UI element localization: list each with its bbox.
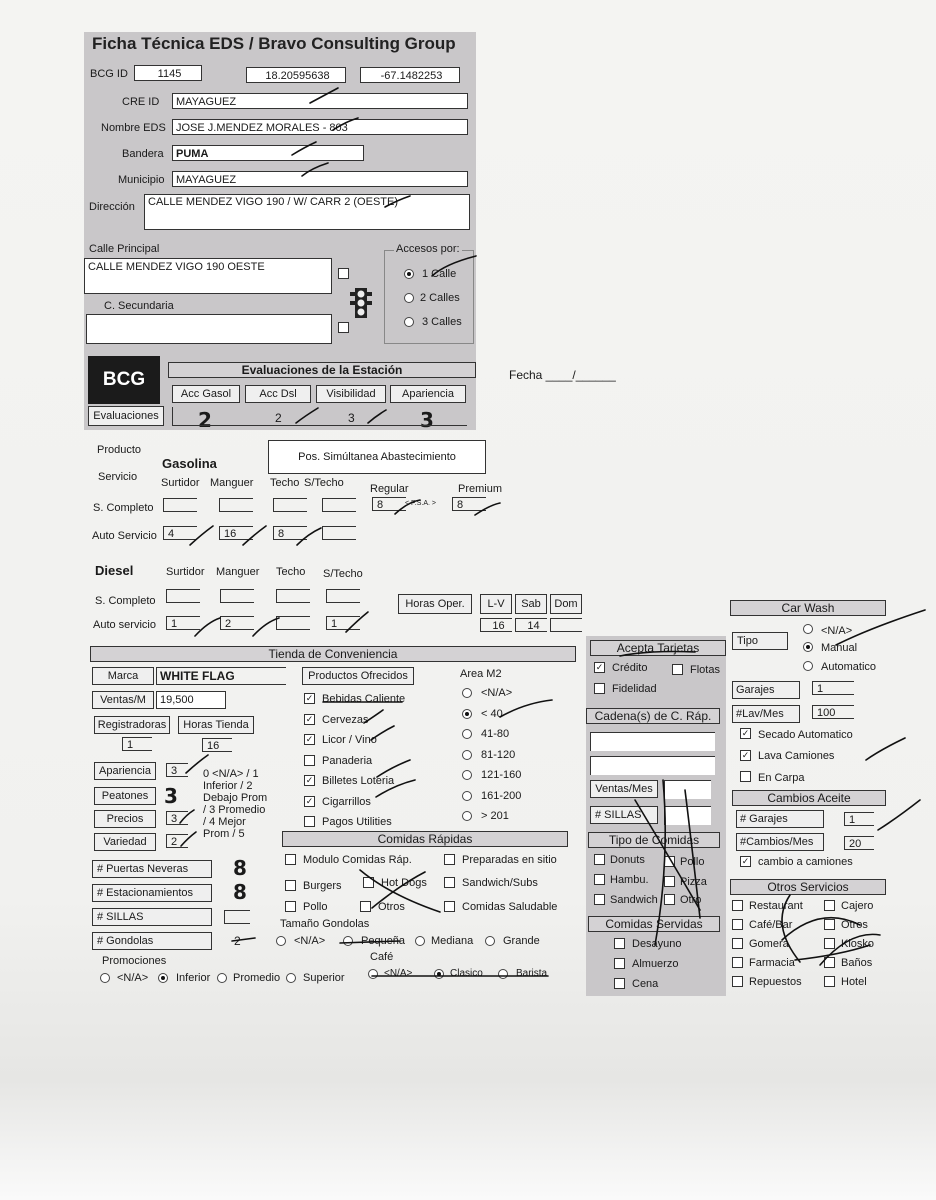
tipo-comida-checkbox[interactable] (594, 894, 605, 905)
accesos-radio-1[interactable] (404, 269, 414, 279)
area-option-label: < 40 (481, 707, 503, 720)
cadena-field-2[interactable] (590, 756, 715, 775)
estacionamientos-field[interactable]: 8 (233, 880, 247, 904)
precios-field[interactable]: 3 (166, 811, 188, 825)
accesos-option-2: 2 Calles (420, 292, 460, 304)
tipo-comidas-title: Tipo de Comidas (588, 832, 720, 848)
cadena-field-1[interactable] (590, 732, 715, 751)
tipo-comida-label: Otro (680, 894, 702, 906)
area-radio[interactable] (462, 709, 472, 719)
visibilidad-value[interactable]: 3 (348, 411, 355, 425)
acc-gasol-value[interactable]: 2 (198, 408, 212, 432)
sillas-field[interactable] (224, 910, 250, 924)
comida-label: Modulo Comidas Ráp. (303, 854, 412, 866)
area-radio[interactable] (462, 770, 472, 780)
peatones-field[interactable]: 3 (164, 784, 178, 808)
acc-dsl-value[interactable]: 2 (275, 411, 282, 425)
comida-checkbox[interactable] (363, 877, 374, 888)
gas-col-surtidor: Surtidor (161, 477, 200, 489)
acc-gasol-header: Acc Gasol (172, 385, 240, 403)
pos-simultanea-box: Pos. Simúltanea Abastecimiento (268, 440, 486, 474)
otro-servicio-checkbox[interactable] (824, 900, 835, 911)
gondolas-field[interactable]: 2 (234, 934, 241, 948)
otro-servicio-label: Cajero (841, 900, 874, 912)
productos-title: Productos Ofrecidos (302, 667, 414, 685)
tipo-comida-checkbox[interactable] (664, 856, 675, 867)
producto-checkbox[interactable]: ✓ (305, 734, 314, 744)
area-radio[interactable] (462, 729, 472, 739)
dsl-sc-manguer[interactable] (220, 589, 254, 603)
cafe-radio-barista[interactable] (498, 969, 508, 979)
apariencia-field[interactable]: 3 (166, 763, 188, 777)
area-radio[interactable] (462, 811, 472, 821)
dsl-auto-servicio-label: Auto servicio (93, 619, 156, 631)
producto-label: Bebidas Caliente (322, 693, 406, 705)
tipo-comida-checkbox[interactable] (664, 876, 675, 887)
c-secundaria-checkbox[interactable] (338, 322, 349, 333)
cambios-title: Cambios Aceite (732, 790, 886, 806)
producto-label: Billetes Loteria (322, 775, 395, 787)
area-option-label: 41-80 (481, 728, 510, 740)
bcg-id-label: BCG ID (90, 68, 128, 80)
gas-sc-techo[interactable] (273, 498, 307, 512)
bandera-field[interactable]: PUMA (172, 145, 364, 161)
horas-tienda-field[interactable]: 16 (202, 738, 232, 752)
scale-line-4: / 3 Promedio (203, 804, 266, 816)
cambio-camiones-checkbox[interactable]: ✓ (741, 856, 750, 866)
psa-note: < P.S.A. > (405, 500, 437, 507)
dsl-sc-surtidor[interactable] (166, 589, 200, 603)
dsl-col-manguer: Manguer (216, 566, 260, 578)
bcg-logo: BCG (88, 356, 160, 404)
calle-principal-field[interactable]: CALLE MENDEZ VIGO 190 OESTE (84, 258, 332, 294)
dsl-sc-stecho[interactable] (326, 589, 360, 603)
comida-checkbox[interactable] (285, 854, 296, 865)
area-radio[interactable] (462, 750, 472, 760)
horas-dom-value[interactable] (550, 618, 582, 632)
producto-label: Pagos Utilities (322, 816, 392, 828)
c-garajes-label: # Garajes (736, 810, 824, 828)
area-radio[interactable] (462, 688, 472, 698)
cambio-camiones-label: cambio a camiones (758, 856, 853, 868)
sillas-label: # SILLAS (92, 908, 212, 926)
promo-option-superior: Superior (303, 972, 345, 984)
accesos-option-3: 3 Calles (422, 316, 462, 328)
cafe-label: Café (370, 951, 394, 963)
dsl-as-techo[interactable] (276, 616, 310, 630)
area-option-label: 121-160 (481, 769, 522, 781)
en-carpa-label: En Carpa (758, 772, 805, 784)
otro-servicio-label: Kiosko (841, 938, 875, 950)
comida-checkbox[interactable] (444, 854, 455, 865)
tamano-option-na: <N/A> (294, 935, 326, 947)
comidas-title: Comidas Rápidas (282, 831, 568, 847)
gas-auto-servicio-label: Auto Servicio (92, 530, 157, 542)
otro-servicio-checkbox[interactable] (824, 976, 835, 987)
evaluaciones-button[interactable]: Evaluaciones (88, 406, 164, 426)
gas-as-manguer[interactable]: 16 (219, 526, 253, 540)
promo-radio-inferior[interactable] (158, 973, 168, 983)
producto-label: Producto (97, 444, 142, 456)
puertas-field[interactable]: 8 (233, 856, 247, 880)
c-cambios-label: #Cambios/Mes (736, 833, 824, 851)
gas-col-regular: Regular (370, 483, 409, 495)
tamano-option-grande: Grande (503, 935, 540, 947)
lon-field[interactable]: -67.1482253 (360, 67, 460, 83)
horas-dom-header: Dom (550, 594, 582, 614)
gas-col-techo: Techo (270, 477, 300, 489)
secado-checkbox[interactable]: ✓ (741, 728, 750, 738)
gas-as-stecho[interactable] (322, 526, 356, 540)
accesos-option-1: 1 Calle (422, 268, 457, 280)
calle-principal-checkbox[interactable] (338, 268, 349, 279)
apariencia-label: Apariencia (94, 762, 156, 780)
ventas-field[interactable]: 19,500 (156, 691, 226, 709)
comida-label: Preparadas en sitio (462, 854, 557, 866)
horas-oper-label: Horas Oper. (398, 594, 472, 614)
ventas-label: Ventas/M (92, 691, 154, 709)
gas-sc-surtidor[interactable] (163, 498, 197, 512)
tarjetas-title: Acepta Tarjetas (590, 640, 726, 656)
producto-label: Licor / Vino (322, 734, 377, 746)
cw-tipo-label: Tipo (732, 632, 788, 650)
dsl-as-stecho[interactable]: 1 (326, 616, 360, 630)
cre-id-label: CRE ID (122, 96, 160, 108)
variedad-label: Variedad (94, 833, 156, 851)
cw-tipo-option-na: <N/A> (821, 625, 853, 637)
nombre-label: Nombre EDS (101, 122, 166, 134)
area-option-label: <N/A> (481, 687, 513, 699)
gas-regular-field[interactable]: 8 (372, 497, 406, 511)
producto-label: Panaderia (322, 754, 373, 767)
c-cambios-field[interactable]: 20 (844, 836, 874, 850)
bcg-id-field[interactable]: 1145 (134, 65, 202, 81)
area-radio[interactable] (462, 791, 472, 801)
marca-field[interactable]: WHITE FLAG (156, 667, 286, 685)
cw-garajes-field[interactable]: 1 (812, 681, 854, 695)
tamano-radio-na[interactable] (276, 936, 286, 946)
scale-line-3: Debajo Prom (203, 792, 268, 804)
tipo-comida-checkbox[interactable] (664, 894, 675, 905)
dsl-as-manguer[interactable]: 2 (220, 616, 254, 630)
scale-line-5: / 4 Mejor (203, 816, 246, 828)
comida-checkbox[interactable] (444, 877, 455, 888)
otro-servicio-checkbox[interactable] (824, 919, 835, 930)
carwash-title: Car Wash (730, 600, 886, 616)
promo-radio-na[interactable] (100, 973, 110, 983)
ventas-mes-label: Ventas/Mes (590, 780, 658, 798)
promociones-label: Promociones (102, 955, 167, 967)
acc-dsl-header: Acc Dsl (245, 385, 311, 403)
comida-label: Comidas Saludable (462, 901, 558, 913)
tipo-comida-checkbox[interactable] (594, 854, 605, 865)
area-option-label: 161-200 (481, 789, 522, 802)
producto-label: Cervezas (322, 713, 369, 726)
promo-option-inferior: Inferior (176, 972, 211, 984)
promo-radio-superior[interactable] (286, 973, 296, 983)
producto-checkbox[interactable]: ✓ (305, 795, 314, 806)
dsl-col-stecho: S/Techo (323, 568, 363, 580)
gas-s-completo-label: S. Completo (93, 502, 154, 514)
tamano-radio-mediana[interactable] (415, 936, 425, 946)
visibilidad-header: Visibilidad (316, 385, 386, 403)
credito-checkbox[interactable]: ✓ (595, 662, 604, 672)
servida-label: Desayuno (632, 938, 682, 950)
horas-lv-value[interactable]: 16 (480, 618, 512, 632)
dsl-col-surtidor: Surtidor (166, 566, 205, 578)
fecha-label: Fecha ____/______ (509, 368, 616, 382)
fidelidad-label: Fidelidad (612, 683, 657, 695)
bandera-label: Bandera (122, 148, 164, 160)
comida-label: Burgers (303, 880, 342, 892)
cafe-option-barista: Barista (516, 968, 548, 979)
producto-checkbox[interactable] (304, 816, 315, 827)
area-option-label: > 201 (481, 810, 509, 822)
servida-label: Almuerzo (632, 958, 679, 970)
tamano-label: Tamaño Gondolas (280, 918, 370, 930)
c-secundaria-label: C. Secundaria (104, 300, 174, 312)
tamano-option-mediana: Mediana (431, 935, 474, 947)
dsl-as-surtidor[interactable]: 1 (166, 616, 200, 630)
accesos-label: Accesos por: (396, 243, 460, 255)
tipo-comida-label: Hambu. (610, 874, 649, 886)
promo-option-na: <N/A> (117, 972, 149, 984)
cr-sillas-label: # SILLAS (590, 806, 658, 824)
horas-sab-header: Sab (515, 594, 547, 614)
secado-label: Secado Automatico (758, 729, 853, 741)
gas-sc-stecho[interactable] (322, 498, 356, 512)
cw-garajes-label: Garajes (732, 681, 800, 699)
producto-checkbox[interactable]: ✓ (305, 713, 314, 724)
cafe-option-na: <N/A> (384, 968, 413, 979)
tipo-comida-label: Pollo (680, 856, 705, 868)
ventas-mes-field[interactable] (664, 780, 711, 799)
lat-field[interactable]: 18.20595638 (246, 67, 346, 83)
cw-tipo-radio-auto[interactable] (803, 661, 813, 671)
dsl-sc-techo[interactable] (276, 589, 310, 603)
producto-checkbox[interactable] (304, 755, 315, 766)
gasolina-title: Gasolina (162, 456, 217, 471)
servida-checkbox[interactable] (614, 978, 625, 989)
gas-col-manguer: Manguer (210, 477, 254, 489)
area-title: Area M2 (460, 668, 502, 680)
credito-label: Crédito (612, 662, 648, 674)
variedad-field[interactable]: 2 (166, 834, 188, 848)
otro-servicio-label: Baños (841, 957, 873, 969)
tamano-radio-pequena[interactable] (343, 936, 353, 946)
gas-col-stecho: S/Techo (304, 477, 344, 489)
scale-line-1: 0 <N/A> / 1 (203, 768, 259, 780)
comida-label: Pollo (303, 901, 328, 913)
apariencia-header: Apariencia (390, 385, 466, 403)
horas-tienda-label: Horas Tienda (178, 716, 254, 734)
form-title: Ficha Técnica EDS / Bravo Consulting Group (92, 34, 456, 53)
traffic-light-icon (348, 286, 374, 320)
scale-legend (203, 768, 267, 840)
producto-checkbox[interactable]: ✓ (305, 775, 314, 785)
cw-tipo-radio-manual[interactable] (803, 642, 813, 652)
municipio-label: Municipio (118, 174, 165, 186)
cw-lav-label: #Lav/Mes (732, 705, 800, 723)
eval-value-frame (172, 407, 467, 426)
servida-label: Cena (632, 978, 659, 990)
accesos-radio-3[interactable] (404, 317, 414, 327)
servida-checkbox[interactable] (614, 938, 625, 949)
comida-checkbox[interactable] (444, 901, 455, 912)
evaluaciones-title: Evaluaciones de la Estación (168, 362, 476, 378)
flotas-label: Flotas (690, 664, 720, 676)
cadena-title: Cadena(s) de C. Ráp. (586, 708, 720, 724)
c-secundaria-field[interactable] (86, 314, 332, 344)
estacionamientos-label: # Estacionamientos (92, 884, 212, 902)
diesel-title: Diesel (95, 563, 134, 578)
comida-label: Otros (378, 901, 405, 913)
otro-servicio-label: Farmacia (749, 957, 795, 969)
gas-premium-field[interactable]: 8 (452, 497, 486, 511)
direccion-label: Dirección (89, 201, 135, 213)
otro-servicio-checkbox[interactable] (732, 976, 743, 987)
promo-radio-promedio[interactable] (217, 973, 227, 983)
scale-line-6: Prom / 5 (203, 828, 245, 840)
nombre-field[interactable]: JOSE J.MENDEZ MORALES - 803 (172, 119, 468, 135)
tipo-comida-label: Sandwich (610, 894, 658, 906)
otro-servicio-label: Restaurant (749, 900, 803, 912)
producto-checkbox[interactable]: ✓ (305, 693, 314, 703)
gondolas-label: # Gondolas (92, 932, 212, 950)
comida-checkbox[interactable] (285, 880, 296, 891)
calle-principal-label: Calle Principal (89, 243, 160, 255)
dsl-s-completo-label: S. Completo (95, 595, 156, 607)
otro-servicio-label: Repuestos (749, 976, 802, 988)
otro-servicio-label: Café/Bar (749, 919, 793, 931)
gas-col-premium: Premium (458, 483, 503, 495)
tienda-title: Tienda de Conveniencia (90, 646, 576, 662)
servicio-label: Servicio (98, 471, 138, 483)
comida-checkbox[interactable] (360, 901, 371, 912)
cre-id-field[interactable]: MAYAGUEZ (172, 93, 468, 109)
tamano-radio-grande[interactable] (485, 936, 495, 946)
comida-label: Hot Dogs (381, 877, 427, 889)
cr-sillas-field[interactable] (664, 806, 711, 825)
municipio-field[interactable]: MAYAGUEZ (172, 171, 468, 187)
horas-sab-value[interactable]: 14 (515, 618, 547, 632)
otro-servicio-checkbox[interactable] (732, 957, 743, 968)
cw-lav-field[interactable]: 100 (812, 705, 854, 719)
comida-checkbox[interactable] (285, 901, 296, 912)
lava-camiones-label: Lava Camiones (758, 750, 835, 762)
gas-as-surtidor[interactable]: 4 (163, 526, 197, 540)
otros-title: Otros Servicios (730, 879, 886, 895)
marca-label: Marca (92, 667, 154, 685)
cw-tipo-option-manual: Manual (821, 642, 858, 654)
direccion-field[interactable]: CALLE MENDEZ VIGO 190 / W/ CARR 2 (OESTE) (144, 194, 470, 230)
cafe-radio-na[interactable] (368, 969, 378, 979)
otro-servicio-checkbox[interactable] (824, 957, 835, 968)
cafe-option-clasico: Clasico (450, 968, 483, 979)
otro-servicio-checkbox[interactable] (732, 900, 743, 911)
tipo-comida-label: Donuts (610, 854, 645, 866)
precios-label: Precios (94, 810, 156, 828)
otro-servicio-label: Otros (841, 919, 868, 931)
otro-servicio-checkbox[interactable] (732, 919, 743, 930)
c-garajes-field[interactable]: 1 (844, 812, 874, 826)
flotas-checkbox[interactable] (672, 664, 683, 675)
fidelidad-checkbox[interactable] (594, 683, 605, 694)
otro-servicio-checkbox[interactable] (732, 938, 743, 949)
area-option-label: 81-120 (481, 748, 516, 761)
gas-sc-manguer[interactable] (219, 498, 253, 512)
lava-camiones-checkbox[interactable]: ✓ (741, 750, 750, 760)
registradoras-label: Registradoras (94, 716, 170, 734)
gas-as-techo[interactable]: 8 (273, 526, 307, 540)
producto-label: Cigarrillos (322, 795, 371, 808)
accesos-radio-2[interactable] (404, 293, 414, 303)
tamano-option-pequena: Pequeña (361, 935, 406, 947)
puertas-label: # Puertas Neveras (92, 860, 212, 878)
en-carpa-checkbox[interactable] (740, 771, 751, 782)
peatones-label: Peatones (94, 787, 156, 805)
cw-tipo-radio-na[interactable] (803, 624, 813, 634)
servidas-title: Comidas Servidas (588, 916, 720, 932)
horas-lv-header: L-V (480, 594, 512, 614)
cafe-radio-clasico[interactable] (434, 969, 444, 979)
promo-option-promedio: Promedio (233, 972, 281, 984)
dsl-col-techo: Techo (276, 566, 306, 578)
registradoras-field[interactable]: 1 (122, 737, 152, 751)
servida-checkbox[interactable] (614, 958, 625, 969)
otro-servicio-checkbox[interactable] (824, 938, 835, 949)
comida-label: Sandwich/Subs (462, 877, 538, 889)
tipo-comida-label: Pizza (680, 876, 707, 888)
apariencia-value[interactable]: 3 (420, 408, 434, 432)
cw-tipo-option-auto: Automatico (821, 661, 877, 673)
scale-line-2: Inferior / 2 (203, 780, 253, 792)
tipo-comida-checkbox[interactable] (594, 874, 605, 885)
otro-servicio-label: Gomera (749, 938, 789, 950)
otro-servicio-label: Hotel (841, 976, 867, 988)
